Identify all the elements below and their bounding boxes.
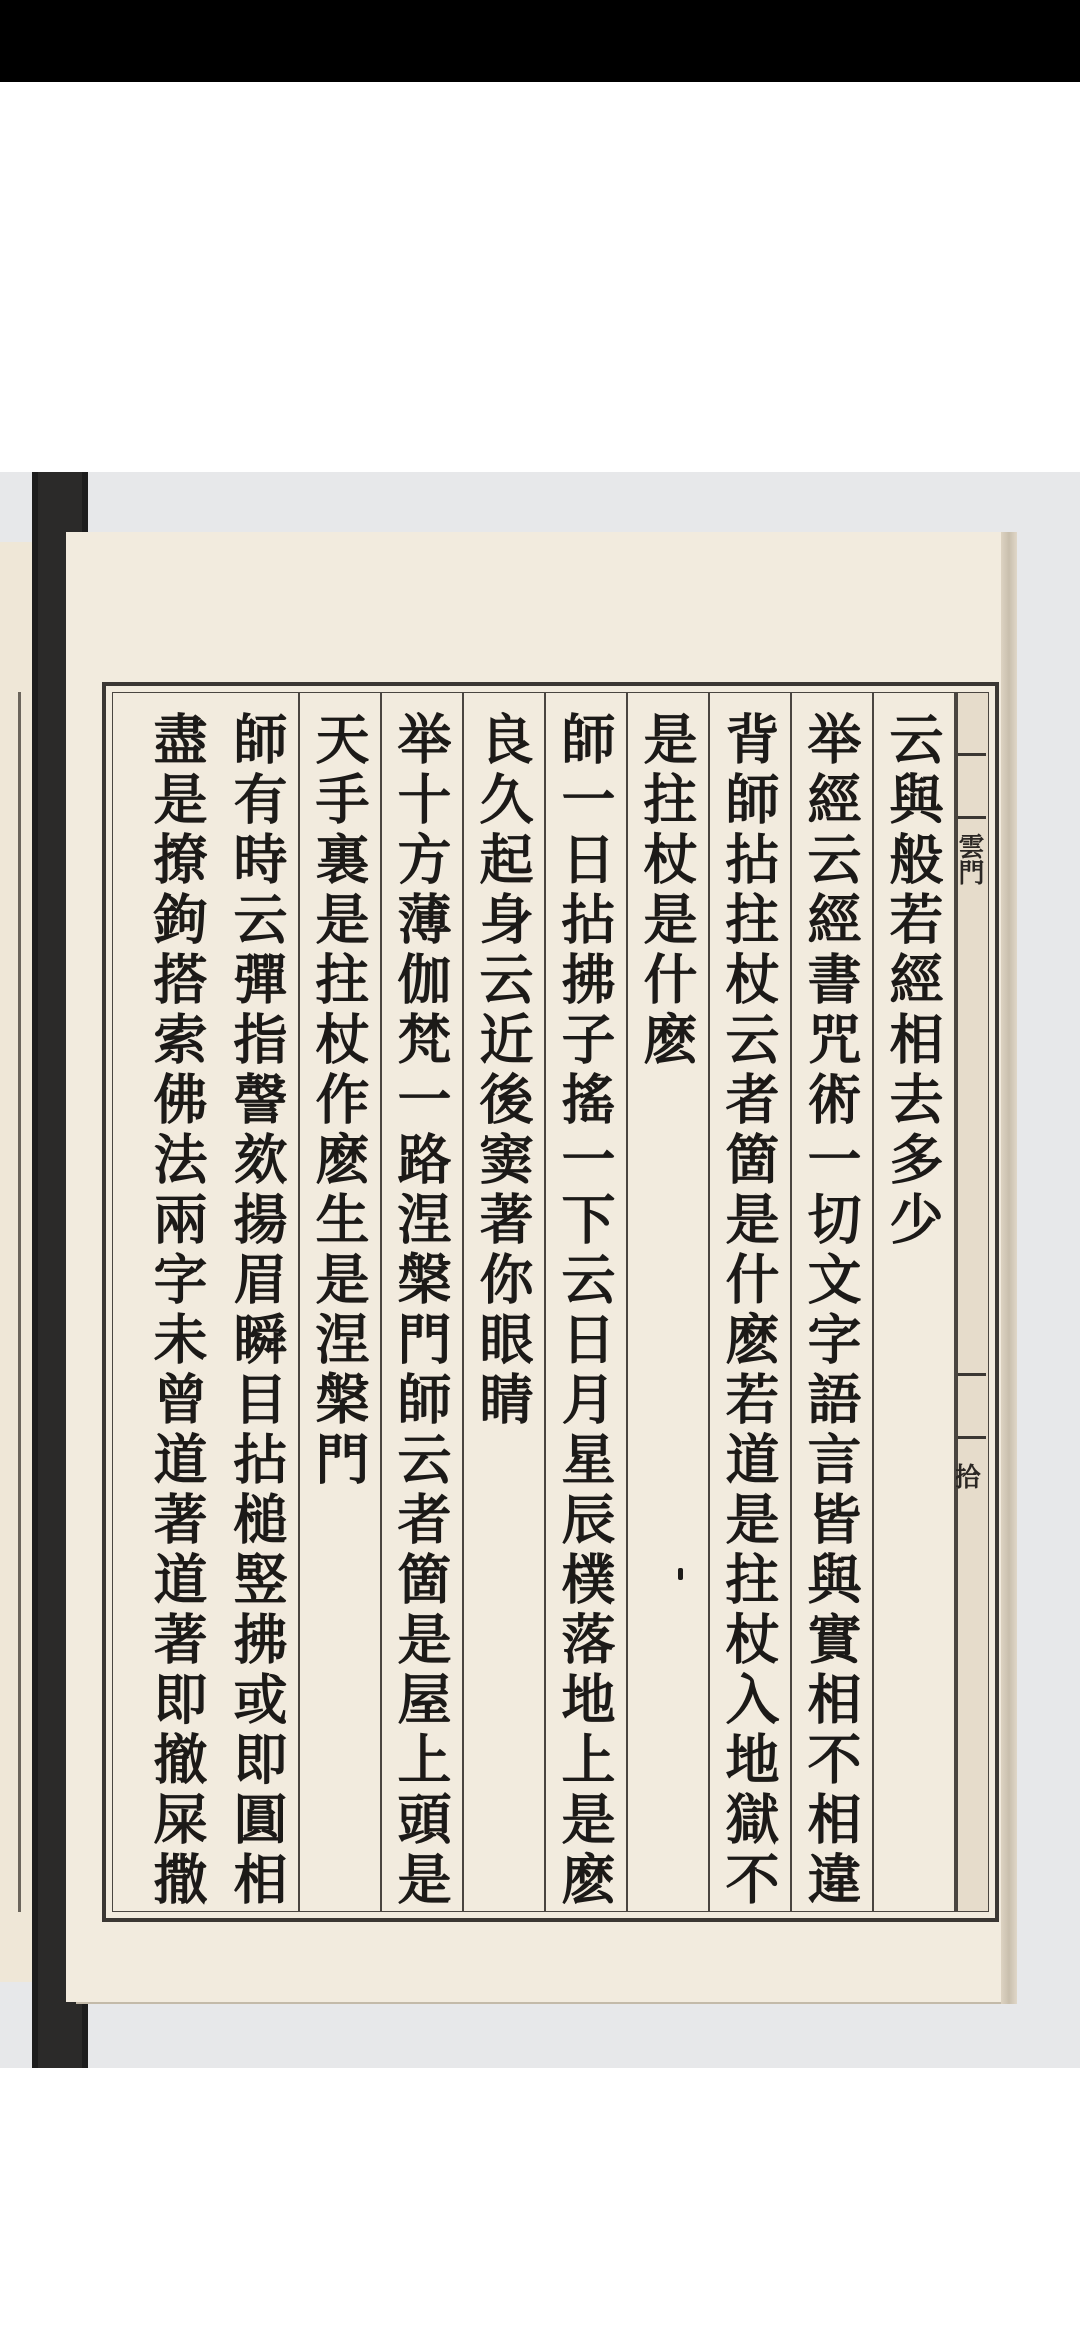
text-column-4 <box>628 693 710 1911</box>
column-text-6: 良久起身云近後窦著你眼睛 <box>471 711 535 1431</box>
column-text-5: 師一日拈拂子搖一下云日月星辰樸落地上是麽 <box>553 711 617 1911</box>
book-page <box>66 532 1001 2002</box>
text-column-1 <box>874 693 956 1911</box>
text-frame <box>102 682 999 1922</box>
column-text-8: 天手裏是拄杖作麽生是涅槃門 <box>307 711 371 1491</box>
book-photo <box>0 472 1080 2068</box>
text-column-8 <box>300 693 382 1911</box>
text-column-5 <box>546 693 628 1911</box>
margin-fishtail-bottom <box>958 1373 986 1439</box>
column-text-2: 举經云經書咒術一切文字語言皆與實相不相違 <box>799 711 863 1911</box>
column-text-10: 盡是撩鉤搭索佛法兩字未曾道著道著即撤屎撒 <box>145 711 209 1911</box>
text-column-6 <box>464 693 546 1911</box>
left-page-border-rule <box>0 692 21 1912</box>
folio-number: 拾 <box>950 1463 980 1489</box>
page-stack-edge <box>1001 532 1017 2004</box>
ink-speck <box>678 1568 683 1580</box>
margin-title: 雲門 <box>954 833 984 885</box>
column-text-7: 举十方薄伽梵一路涅槃門師云者箇是屋上頭是 <box>389 711 453 1911</box>
text-column-7 <box>382 693 464 1911</box>
margin-fishtail-top <box>958 753 986 819</box>
text-column-9 <box>218 693 300 1911</box>
column-text-1: 云與般若經相去多少 <box>881 711 945 1251</box>
column-text-9: 師有時云彈指謦欬揚眉瞬目拈槌竪拂或即圓相 <box>225 711 289 1911</box>
text-frame-inner <box>112 692 989 1912</box>
margin-column <box>950 693 988 1911</box>
text-column-2 <box>792 693 874 1911</box>
column-text-3: 背師拈拄杖云者箇是什麽若道是拄杖入地獄不 <box>717 711 781 1911</box>
top-black-bar <box>0 0 1080 82</box>
text-column-3 <box>710 693 792 1911</box>
column-text-4: 是拄杖是什麽 <box>635 711 699 1071</box>
text-column-10 <box>118 693 218 1911</box>
